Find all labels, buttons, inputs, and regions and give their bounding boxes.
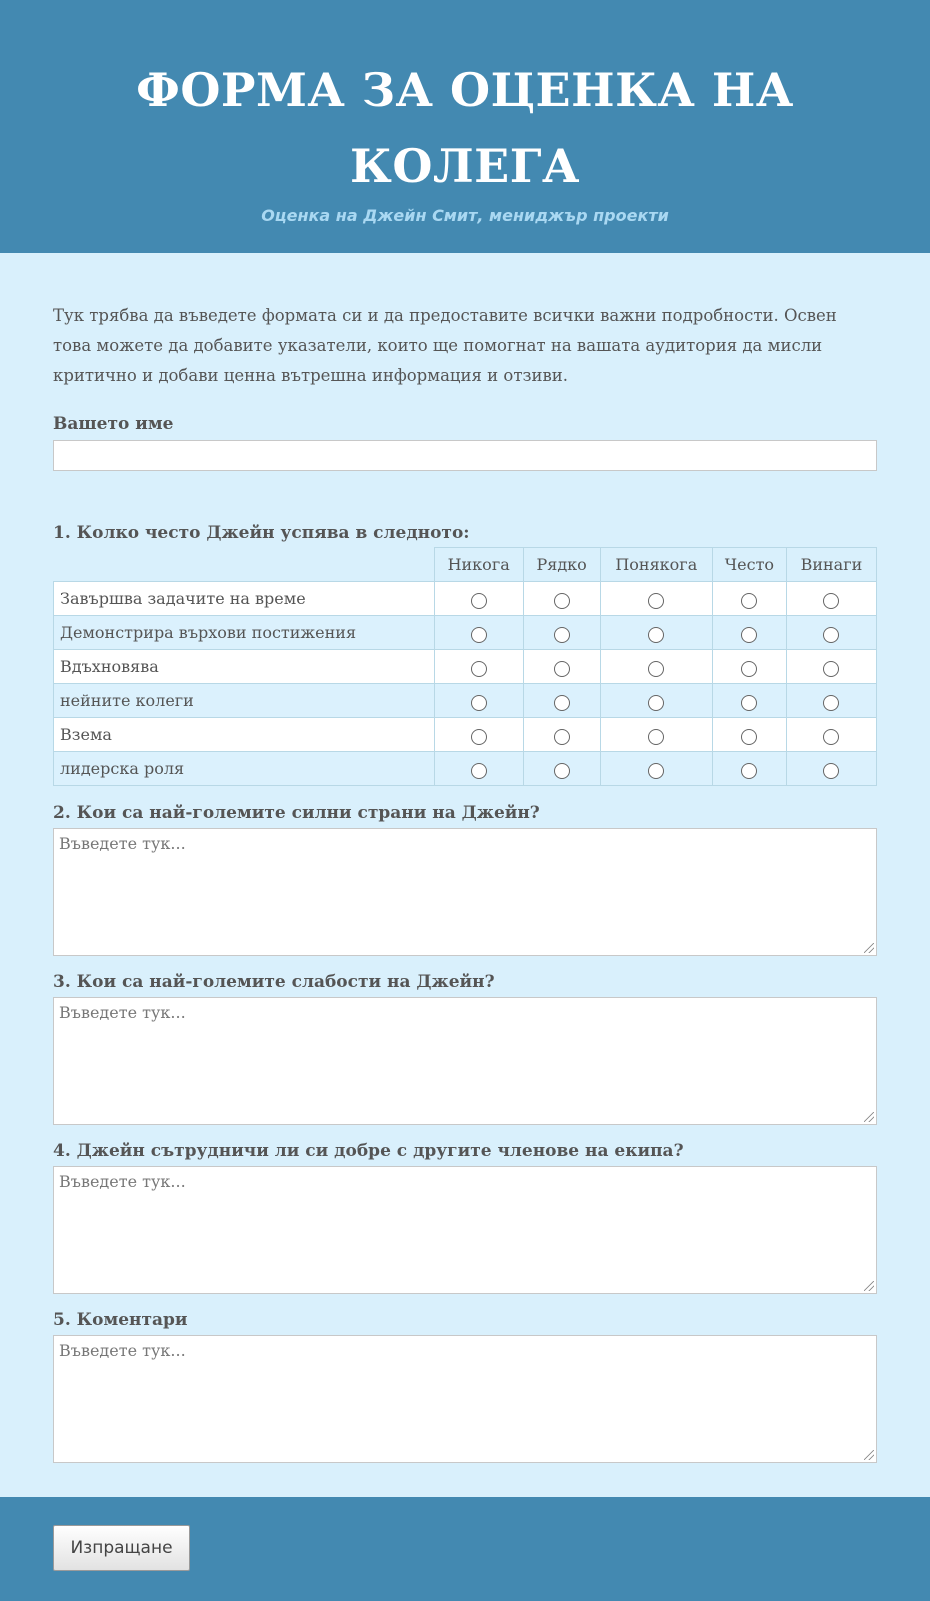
radio-never[interactable] (471, 729, 487, 745)
resize-handle-icon[interactable] (864, 943, 874, 953)
question-teamwork (53, 1141, 877, 1294)
radio-rarely[interactable] (554, 593, 570, 609)
radio-often[interactable] (741, 661, 757, 677)
matrix-row (54, 616, 877, 650)
matrix-row-label: Завършва задачите на време (54, 582, 435, 616)
question-comments (53, 1310, 877, 1463)
textarea-placeholder: Въведете тук... (59, 1003, 186, 1022)
question-label: 3. Кои са най-големите слабости на Джейн? (53, 972, 495, 992)
weaknesses-textarea[interactable] (53, 997, 877, 1125)
question-label: 4. Джейн сътрудничи ли си добре с другите членове на екипа? (53, 1141, 684, 1161)
matrix-row (54, 752, 877, 786)
form-header (0, 0, 930, 253)
form-footer (0, 1497, 930, 1601)
form-body (0, 253, 930, 1497)
radio-never[interactable] (471, 763, 487, 779)
radio-often[interactable] (741, 627, 757, 643)
textarea-placeholder: Въведете тук... (59, 1341, 186, 1360)
radio-never[interactable] (471, 695, 487, 711)
radio-always[interactable] (823, 627, 839, 643)
question-strengths (53, 803, 877, 956)
radio-sometimes[interactable] (648, 729, 664, 745)
matrix-row (54, 718, 877, 752)
radio-often[interactable] (741, 763, 757, 779)
radio-never[interactable] (471, 593, 487, 609)
radio-sometimes[interactable] (648, 763, 664, 779)
radio-sometimes[interactable] (648, 627, 664, 643)
matrix-row-label: Демонстрира върхови постижения (54, 616, 435, 650)
radio-sometimes[interactable] (648, 593, 664, 609)
matrix-header-row (54, 548, 877, 582)
matrix-row-label: нейните колеги (54, 684, 435, 718)
submit-button[interactable]: Изпращане (53, 1525, 190, 1571)
radio-sometimes[interactable] (648, 661, 664, 677)
column-header-never: Никога (434, 548, 523, 582)
strengths-textarea[interactable] (53, 828, 877, 956)
form-title: ФОРМА ЗА ОЦЕНКА НА КОЛЕГА (136, 63, 794, 193)
comments-textarea[interactable] (53, 1335, 877, 1463)
column-header-always: Винаги (786, 548, 876, 582)
intro-text: Тук трябва да въведете формата си и да предоставите всички важни подробности. Освен това можете да добавите указатели, които ще помогнат на вашата аудитория да мисли критично и добави ценна вътрешна информация и отзиви. (53, 306, 837, 385)
matrix-corner (54, 548, 435, 582)
matrix-question-label: 1. Колко често Джейн успява в следното: (53, 523, 470, 543)
radio-rarely[interactable] (554, 627, 570, 643)
radio-always[interactable] (823, 695, 839, 711)
radio-rarely[interactable] (554, 729, 570, 745)
radio-often[interactable] (741, 695, 757, 711)
rating-matrix (53, 547, 877, 786)
question-label: 5. Коментари (53, 1310, 188, 1330)
matrix-row (54, 684, 877, 718)
textarea-placeholder: Въведете тук... (59, 834, 186, 853)
radio-never[interactable] (471, 661, 487, 677)
form-subtitle: Оценка на Джейн Смит, мениджър проекти (261, 206, 669, 225)
radio-always[interactable] (823, 763, 839, 779)
radio-rarely[interactable] (554, 661, 570, 677)
resize-handle-icon[interactable] (864, 1281, 874, 1291)
radio-sometimes[interactable] (648, 695, 664, 711)
radio-always[interactable] (823, 593, 839, 609)
name-input[interactable] (53, 440, 877, 471)
column-header-sometimes: Понякога (600, 548, 712, 582)
matrix-row-label: лидерска роля (54, 752, 435, 786)
radio-often[interactable] (741, 729, 757, 745)
teamwork-textarea[interactable] (53, 1166, 877, 1294)
question-label: 2. Кои са най-големите силни страни на Джейн? (53, 803, 540, 823)
column-header-often: Често (712, 548, 786, 582)
matrix-row-label: Взема (54, 718, 435, 752)
radio-rarely[interactable] (554, 695, 570, 711)
resize-handle-icon[interactable] (864, 1112, 874, 1122)
radio-often[interactable] (741, 593, 757, 609)
matrix-row-label: Вдъхновява (54, 650, 435, 684)
radio-never[interactable] (471, 627, 487, 643)
radio-always[interactable] (823, 661, 839, 677)
matrix-row (54, 582, 877, 616)
radio-always[interactable] (823, 729, 839, 745)
textarea-placeholder: Въведете тук... (59, 1172, 186, 1191)
name-label: Вашето име (53, 414, 174, 434)
radio-rarely[interactable] (554, 763, 570, 779)
column-header-rarely: Рядко (523, 548, 600, 582)
resize-handle-icon[interactable] (864, 1450, 874, 1460)
matrix-row (54, 650, 877, 684)
question-weaknesses (53, 972, 877, 1125)
